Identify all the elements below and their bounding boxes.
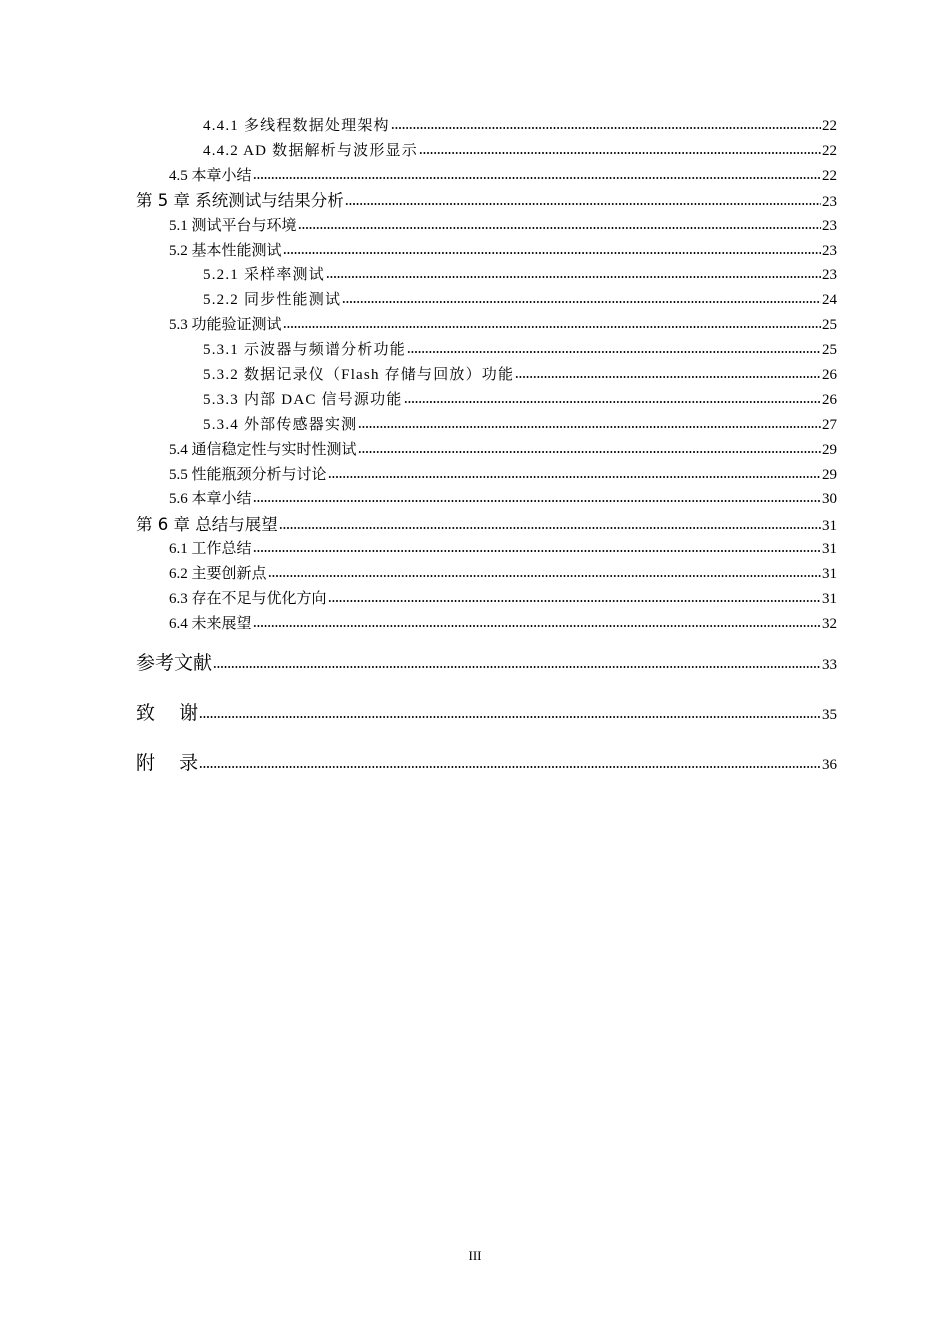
toc-chapter-entry[interactable] xyxy=(136,515,837,536)
toc-entry-page: 31 xyxy=(822,591,837,607)
toc-leader-dots xyxy=(345,192,821,206)
toc-entry-page: 25 xyxy=(822,342,837,358)
toc-leader-dots xyxy=(407,340,821,354)
toc-entry-page: 31 xyxy=(822,518,837,534)
toc-entry[interactable] xyxy=(203,340,837,360)
toc-entry-page: 29 xyxy=(822,467,837,483)
toc-entry-page: 31 xyxy=(822,541,837,557)
toc-entry-page: 24 xyxy=(822,292,837,308)
toc-entry[interactable] xyxy=(169,315,837,335)
toc-entry[interactable] xyxy=(203,265,837,285)
toc-entry-title: 5.1 测试平台与环境 xyxy=(169,218,297,234)
toc-entry[interactable] xyxy=(169,564,837,584)
toc-entry-page: 31 xyxy=(822,566,837,582)
toc-entry[interactable] xyxy=(169,216,837,236)
toc-entry-title: 附 录 xyxy=(136,752,199,774)
toc-entry[interactable] xyxy=(169,539,837,559)
toc-leader-dots xyxy=(404,390,821,404)
toc-entry-title: 5.2.1 采样率测试 xyxy=(203,267,325,283)
toc-leader-dots xyxy=(328,589,821,603)
toc-entry-title: 4.4.1 多线程数据处理架构 xyxy=(203,118,390,134)
toc-entry-title: 5.5 性能瓶颈分析与讨论 xyxy=(169,467,327,483)
toc-acknowledgements-entry[interactable] xyxy=(136,701,837,727)
toc-entry[interactable] xyxy=(169,465,837,485)
toc-appendix-entry[interactable] xyxy=(136,751,837,777)
toc-entry-page: 27 xyxy=(822,417,837,433)
toc-entry-page: 35 xyxy=(822,707,837,723)
toc-entry[interactable] xyxy=(203,415,837,435)
toc-entry[interactable] xyxy=(203,365,837,385)
toc-entry-page: 26 xyxy=(822,367,837,383)
toc-entry-title: 5.6 本章小结 xyxy=(169,491,252,507)
toc-leader-dots xyxy=(253,489,821,503)
toc-leader-dots xyxy=(283,241,821,255)
toc-entry-title: 6.1 工作总结 xyxy=(169,541,252,557)
toc-entry-page: 23 xyxy=(822,218,837,234)
toc-entry[interactable] xyxy=(203,290,837,310)
toc-entry[interactable] xyxy=(203,141,837,161)
toc-entry-page: 25 xyxy=(822,317,837,333)
toc-entry[interactable] xyxy=(169,489,837,509)
toc-entry-title: 参考文献 xyxy=(136,652,213,674)
toc-leader-dots xyxy=(358,440,821,454)
toc-entry-title: 5.3.1 示波器与频谱分析功能 xyxy=(203,342,406,358)
toc-leader-dots xyxy=(326,265,821,279)
toc-entry-title: 5.3.3 内部 DAC 信号源功能 xyxy=(203,392,403,408)
toc-entry-page: 22 xyxy=(822,118,837,134)
toc-entry[interactable] xyxy=(203,116,837,136)
toc-leader-dots xyxy=(253,539,821,553)
toc-leader-dots xyxy=(213,655,821,669)
toc-entry-page: 22 xyxy=(822,143,837,159)
toc-entry-title: 致 谢 xyxy=(136,702,199,724)
toc-leader-dots xyxy=(199,755,821,769)
toc-entry-title: 5.3.2 数据记录仪（Flash 存储与回放）功能 xyxy=(203,367,515,383)
toc-entry-page: 26 xyxy=(822,392,837,408)
toc-entry-title: 5.3.4 外部传感器实测 xyxy=(203,417,358,433)
toc-leader-dots xyxy=(358,415,821,429)
toc-entry[interactable] xyxy=(169,440,837,460)
toc-entry-page: 36 xyxy=(822,757,837,773)
toc-leader-dots xyxy=(268,564,821,578)
toc-leader-dots xyxy=(253,614,821,628)
toc-leader-dots xyxy=(199,705,821,719)
toc-entry[interactable] xyxy=(169,166,837,186)
toc-leader-dots xyxy=(328,465,821,479)
toc-entry[interactable] xyxy=(169,589,837,609)
toc-entry-title: 4.5 本章小结 xyxy=(169,168,252,184)
toc-leader-dots xyxy=(342,290,821,304)
toc-entry-title: 第 5 章 系统测试与结果分析 xyxy=(136,191,344,210)
toc-leader-dots xyxy=(515,365,821,379)
toc-entry-page: 33 xyxy=(822,657,837,673)
toc-references-entry[interactable] xyxy=(136,651,837,677)
page-number: III xyxy=(468,1248,482,1263)
toc-entry-title: 5.2.2 同步性能测试 xyxy=(203,292,342,308)
toc-leader-dots xyxy=(298,216,821,230)
toc-entry-page: 30 xyxy=(822,491,837,507)
toc-entry-title: 6.3 存在不足与优化方向 xyxy=(169,591,327,607)
toc-leader-dots xyxy=(391,116,821,130)
toc-entry-page: 23 xyxy=(822,243,837,259)
toc-leader-dots xyxy=(283,315,821,329)
toc-entry-title: 6.4 未来展望 xyxy=(169,616,252,632)
toc-leader-dots xyxy=(279,516,821,530)
toc-entry-title: 5.4 通信稳定性与实时性测试 xyxy=(169,442,357,458)
toc-entry-page: 23 xyxy=(822,267,837,283)
toc-entry-page: 32 xyxy=(822,616,837,632)
toc-entry-page: 23 xyxy=(822,194,837,210)
toc-entry-title: 5.2 基本性能测试 xyxy=(169,243,282,259)
toc-entry-title: 4.4.2 AD 数据解析与波形显示 xyxy=(203,143,418,159)
toc-leader-dots xyxy=(419,141,821,155)
toc-entry[interactable] xyxy=(169,614,837,634)
toc-leader-dots xyxy=(253,166,821,180)
toc-chapter-entry[interactable] xyxy=(136,191,837,212)
toc-entry-title: 5.3 功能验证测试 xyxy=(169,317,282,333)
toc-entry[interactable] xyxy=(169,241,837,261)
toc-entry-page: 29 xyxy=(822,442,837,458)
toc-entry[interactable] xyxy=(203,390,837,410)
toc-entry-page: 22 xyxy=(822,168,837,184)
toc-entry-title: 第 6 章 总结与展望 xyxy=(136,515,278,534)
toc-entry-title: 6.2 主要创新点 xyxy=(169,566,267,582)
